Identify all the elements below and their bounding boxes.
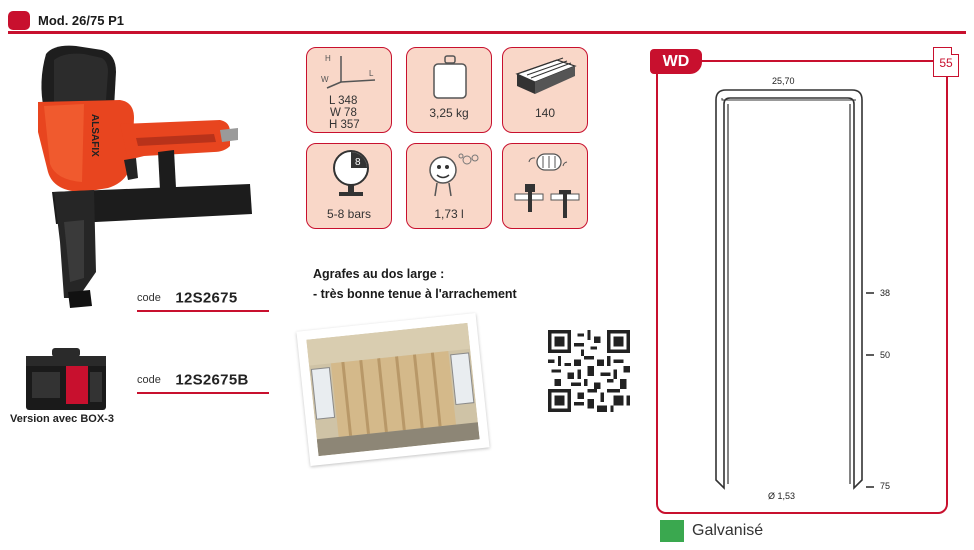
product-code: 12S2675B <box>175 371 249 389</box>
tile-weight <box>406 47 492 133</box>
code-label: code <box>137 291 161 304</box>
capacity-value: 140 <box>534 106 556 120</box>
description <box>313 264 517 304</box>
dim-height: H 357 <box>329 119 360 131</box>
consumption-value: 1,73 l <box>434 207 464 221</box>
wire-diameter: Ø 1,53 <box>768 491 796 501</box>
qr-code <box>548 330 630 412</box>
description-line-2: - très bonne tenue à l'arrachement <box>313 287 517 301</box>
length-50: 50 <box>880 350 891 360</box>
axis-h-label: H <box>325 54 331 63</box>
staple-type-tag: WD <box>650 49 702 74</box>
code-row-box <box>137 371 269 394</box>
tile-depth <box>502 143 588 229</box>
code-label: code <box>137 373 161 386</box>
wall-frame-picture <box>306 323 479 456</box>
dimensions-icon <box>321 52 381 92</box>
tile-dimensions <box>306 47 392 133</box>
product-code: 12S2675 <box>175 289 238 307</box>
depth-adjust-icon <box>511 150 583 224</box>
tile-capacity <box>502 47 588 133</box>
model-title: Mod. 26/75 P1 <box>38 13 124 28</box>
page-number: 55 <box>933 47 959 77</box>
tool-brand-text: ALSAFIX <box>89 114 100 157</box>
axis-w-label: W <box>321 75 329 84</box>
box3-caption: Version avec BOX-3 <box>10 413 114 425</box>
length-38: 38 <box>880 288 891 298</box>
weight-icon <box>432 54 468 100</box>
weight-value: 3,25 kg <box>429 106 469 120</box>
header-marker <box>8 11 30 30</box>
finish-legend <box>660 520 763 542</box>
staple-strip-icon <box>513 54 581 98</box>
tile-consumption <box>406 143 492 229</box>
finish-swatch <box>660 520 684 542</box>
application-photo <box>296 313 489 466</box>
code-row-standard <box>137 289 269 312</box>
crown-width: 25,70 <box>772 76 795 86</box>
stapler-image <box>24 42 254 312</box>
pressure-value: 5-8 bars <box>326 207 372 221</box>
length-75: 75 <box>880 481 891 491</box>
dim-length: L 348 <box>329 95 358 107</box>
tile-pressure <box>306 143 392 229</box>
pressure-gauge-icon <box>329 148 373 202</box>
air-consumption-icon <box>421 150 481 200</box>
box3-case-image <box>22 346 112 412</box>
dimensions-values <box>329 95 360 131</box>
dim-width: W 78 <box>330 107 357 119</box>
gauge-digit: 8 <box>355 157 361 168</box>
staple-drawing <box>656 60 948 514</box>
description-line-1: Agrafes au dos large : <box>313 267 445 281</box>
header-rule <box>8 31 966 34</box>
axis-l-label: L <box>369 69 374 78</box>
finish-label: Galvanisé <box>692 522 764 539</box>
